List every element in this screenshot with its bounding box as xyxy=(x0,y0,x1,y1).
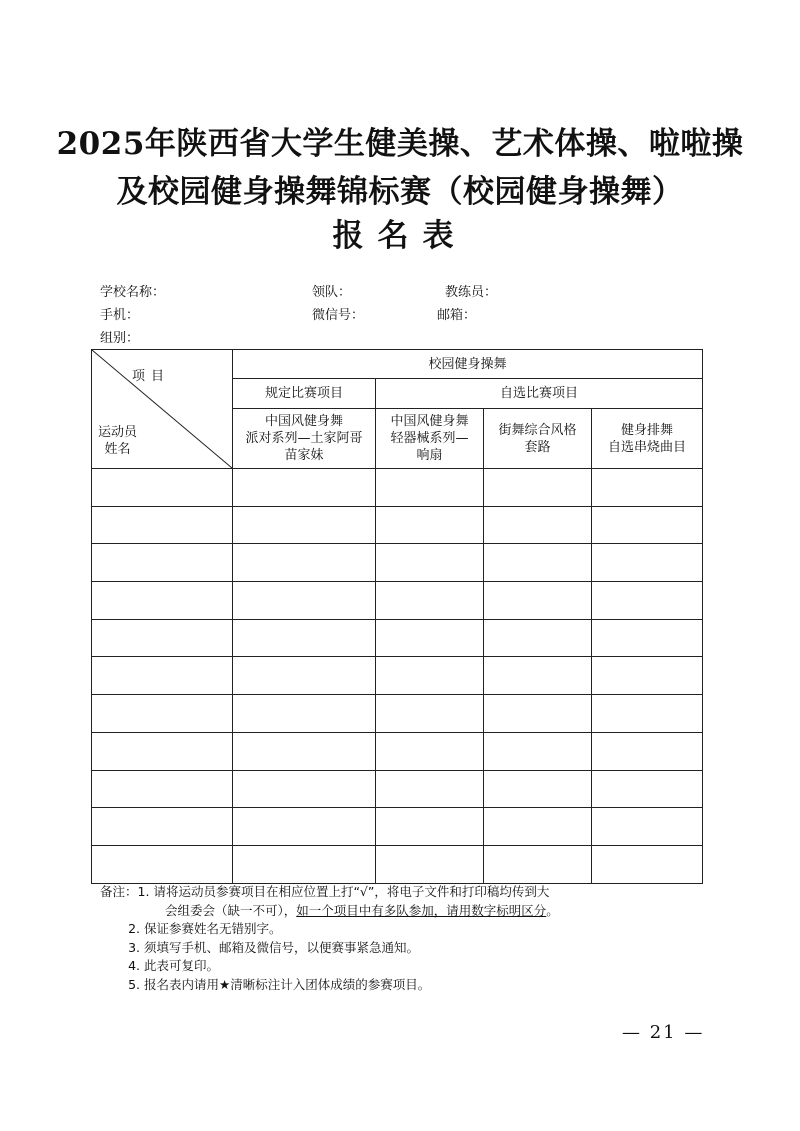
event-cell-col4[interactable] xyxy=(592,506,703,544)
event-header-col3: 街舞综合风格 套路 xyxy=(484,409,592,469)
event-cell-col1[interactable] xyxy=(233,619,376,657)
event-cell-col2[interactable] xyxy=(376,808,484,846)
entry-row xyxy=(92,845,703,883)
event-cell-col2[interactable] xyxy=(376,657,484,695)
entry-row xyxy=(92,506,703,544)
entry-row xyxy=(92,544,703,582)
entry-row xyxy=(92,469,703,507)
event-cell-col2[interactable] xyxy=(376,695,484,733)
event-cell-col4[interactable] xyxy=(592,808,703,846)
event-cell-col4[interactable] xyxy=(592,582,703,620)
required-events-header: 规定比赛项目 xyxy=(233,379,376,409)
category-header: 校园健身操舞 xyxy=(233,350,703,379)
event-cell-col2[interactable] xyxy=(376,619,484,657)
diagonal-header-cell xyxy=(92,350,233,469)
event-cell-col1[interactable] xyxy=(233,582,376,620)
event-cell-col2[interactable] xyxy=(376,845,484,883)
event-cell-col3[interactable] xyxy=(484,808,592,846)
athlete-name-cell[interactable] xyxy=(92,695,233,733)
entry-row xyxy=(92,808,703,846)
event-cell-col4[interactable] xyxy=(592,732,703,770)
event-cell-col4[interactable] xyxy=(592,619,703,657)
event-cell-col4[interactable] xyxy=(592,770,703,808)
event-header-col2: 中国风健身舞 轻器械系列— 响扇 xyxy=(376,409,484,469)
registration-table xyxy=(91,349,703,884)
group-label: 组别： xyxy=(100,331,140,346)
event-header-col1: 中国风健身舞 派对系列—土家阿哥 苗家妹 xyxy=(233,409,376,469)
event-cell-col1[interactable] xyxy=(233,845,376,883)
event-cell-col2[interactable] xyxy=(376,582,484,620)
note-1: 备注：1. 请将运动员参赛项目在相应位置上打“√”，将电子文件和打印稿均传到大 xyxy=(100,884,550,899)
phone-label: 手机： xyxy=(100,308,140,323)
note-2: 2. 保证参赛姓名无错别字。 xyxy=(128,921,282,936)
event-cell-col3[interactable] xyxy=(484,845,592,883)
entry-row xyxy=(92,582,703,620)
athlete-name-header: 运动员 姓名 xyxy=(98,425,138,457)
event-cell-col1[interactable] xyxy=(233,544,376,582)
event-cell-col3[interactable] xyxy=(484,469,592,507)
event-cell-col3[interactable] xyxy=(484,619,592,657)
event-cell-col3[interactable] xyxy=(484,506,592,544)
event-cell-col2[interactable] xyxy=(376,770,484,808)
optional-events-header: 自选比赛项目 xyxy=(376,379,703,409)
entry-row xyxy=(92,619,703,657)
event-cell-col1[interactable] xyxy=(233,732,376,770)
entry-row xyxy=(92,695,703,733)
event-cell-col2[interactable] xyxy=(376,506,484,544)
document-title-line1: 2025年陕西省大学生健美操、艺术体操、啦啦操 xyxy=(56,126,744,162)
athlete-name-cell[interactable] xyxy=(92,582,233,620)
entry-row xyxy=(92,657,703,695)
athlete-name-cell[interactable] xyxy=(92,469,233,507)
athlete-name-cell[interactable] xyxy=(92,619,233,657)
coach-label: 教练员： xyxy=(445,285,498,300)
entry-row xyxy=(92,732,703,770)
event-cell-col1[interactable] xyxy=(233,695,376,733)
event-cell-col3[interactable] xyxy=(484,657,592,695)
event-header-col4: 健身排舞 自选串烧曲目 xyxy=(592,409,703,469)
athlete-name-cell[interactable] xyxy=(92,732,233,770)
note-3: 3. 须填写手机、邮箱及微信号，以便赛事紧急通知。 xyxy=(128,939,419,955)
project-header: 项目 xyxy=(132,369,171,384)
athlete-name-cell[interactable] xyxy=(92,845,233,883)
notes-section xyxy=(100,883,559,994)
school-name-label: 学校名称： xyxy=(100,285,166,300)
note-1-continued: 会组委会（缺一不可），如一个项目中有多队参加，请用数字标明区分。 xyxy=(165,902,559,918)
document-title-form: 报名表 xyxy=(332,218,468,254)
event-cell-col4[interactable] xyxy=(592,845,703,883)
note-1-underlined: 如一个项目中有多队参加，请用数字标明区分 xyxy=(296,902,547,918)
event-cell-col4[interactable] xyxy=(592,695,703,733)
page-number: — 21 — xyxy=(622,1022,705,1043)
athlete-name-cell[interactable] xyxy=(92,770,233,808)
event-cell-col4[interactable] xyxy=(592,469,703,507)
event-cell-col3[interactable] xyxy=(484,544,592,582)
event-cell-col1[interactable] xyxy=(233,770,376,808)
event-cell-col3[interactable] xyxy=(484,695,592,733)
event-cell-col1[interactable] xyxy=(233,808,376,846)
event-cell-col1[interactable] xyxy=(233,506,376,544)
event-cell-col4[interactable] xyxy=(592,544,703,582)
team-leader-label: 领队： xyxy=(312,285,352,300)
athlete-name-cell[interactable] xyxy=(92,506,233,544)
event-cell-col3[interactable] xyxy=(484,770,592,808)
athlete-name-cell[interactable] xyxy=(92,544,233,582)
email-label: 邮箱： xyxy=(437,308,477,323)
event-cell-col3[interactable] xyxy=(484,732,592,770)
event-cell-col2[interactable] xyxy=(376,469,484,507)
entry-row xyxy=(92,770,703,808)
note-5: 5. 报名表内请用★清晰标注计入团体成绩的参赛项目。 xyxy=(128,976,431,992)
athlete-name-cell[interactable] xyxy=(92,808,233,846)
note-4: 4. 此表可复印。 xyxy=(128,958,219,973)
event-cell-col4[interactable] xyxy=(592,657,703,695)
event-cell-col1[interactable] xyxy=(233,657,376,695)
event-cell-col1[interactable] xyxy=(233,469,376,507)
notes-label: 备注： xyxy=(100,884,138,899)
event-cell-col2[interactable] xyxy=(376,732,484,770)
event-cell-col2[interactable] xyxy=(376,544,484,582)
event-cell-col3[interactable] xyxy=(484,582,592,620)
document-title-line2: 及校园健身操舞锦标赛（校园健身操舞） xyxy=(116,174,684,210)
athlete-name-cell[interactable] xyxy=(92,657,233,695)
wechat-label: 微信号： xyxy=(312,308,365,323)
